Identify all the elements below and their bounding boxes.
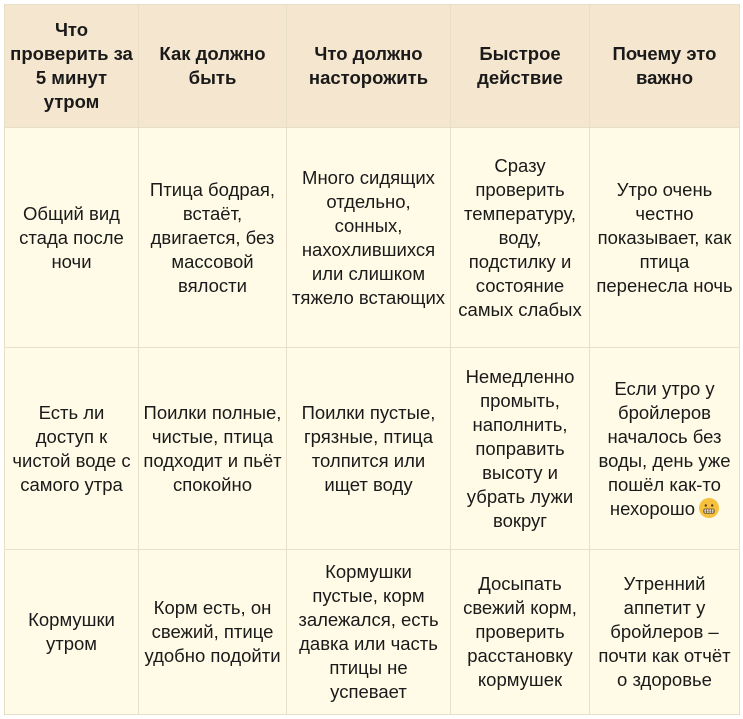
table-row (5, 348, 740, 550)
grimacing-face-icon (699, 498, 719, 518)
table-cell: Есть ли доступ к чистой воде с самого утра (5, 348, 139, 550)
table-cell: Немедленно промыть, наполнить, поправить высоту и убрать лужи вокруг (451, 348, 590, 550)
header-cell-quick-action: Быстрое действие (451, 5, 590, 128)
table-cell: Корм есть, он свежий, птице удобно подойти (139, 550, 287, 715)
table-cell: Утро очень честно показывает, как птица перенесла ночь (590, 128, 740, 348)
table-cell: Много сидящих отдельно, сонных, нахохлившихся или слишком тяжело встающих (287, 128, 451, 348)
table-cell-with-emoji (590, 348, 740, 550)
header-cell-what-to-check: Что проверить за 5 минут утром (5, 5, 139, 128)
table-cell: Досыпать свежий корм, проверить расстановку кормушек (451, 550, 590, 715)
table-cell: Кормушки пустые, корм залежался, есть давка или часть птицы не успевает (287, 550, 451, 715)
table-row (5, 550, 740, 715)
table-cell: Утренний аппетит у бройлеров – почти как отчёт о здоровье (590, 550, 740, 715)
morning-checklist-table (4, 4, 740, 715)
table-cell: Общий вид стада после ночи (5, 128, 139, 348)
header-cell-warning-signs: Что должно насторожить (287, 5, 451, 128)
table-cell-text: Если утро у бройлеров началось без воды, день уже пошёл как-то нехорошо (598, 377, 731, 519)
checklist-table-container (4, 4, 739, 715)
table-row (5, 128, 740, 348)
header-cell-why-important: Почему это важно (590, 5, 740, 128)
table-cell: Птица бодрая, встаёт, двигается, без массовой вялости (139, 128, 287, 348)
header-cell-how-it-should-be: Как должно быть (139, 5, 287, 128)
table-header-row (5, 5, 740, 128)
table-cell: Поилки пустые, грязные, птица толпится или ищет воду (287, 348, 451, 550)
table-cell: Кормушки утром (5, 550, 139, 715)
table-cell: Поилки полные, чистые, птица подходит и пьёт спокойно (139, 348, 287, 550)
table-cell: Сразу проверить температуру, воду, подстилку и состояние самых слабых (451, 128, 590, 348)
